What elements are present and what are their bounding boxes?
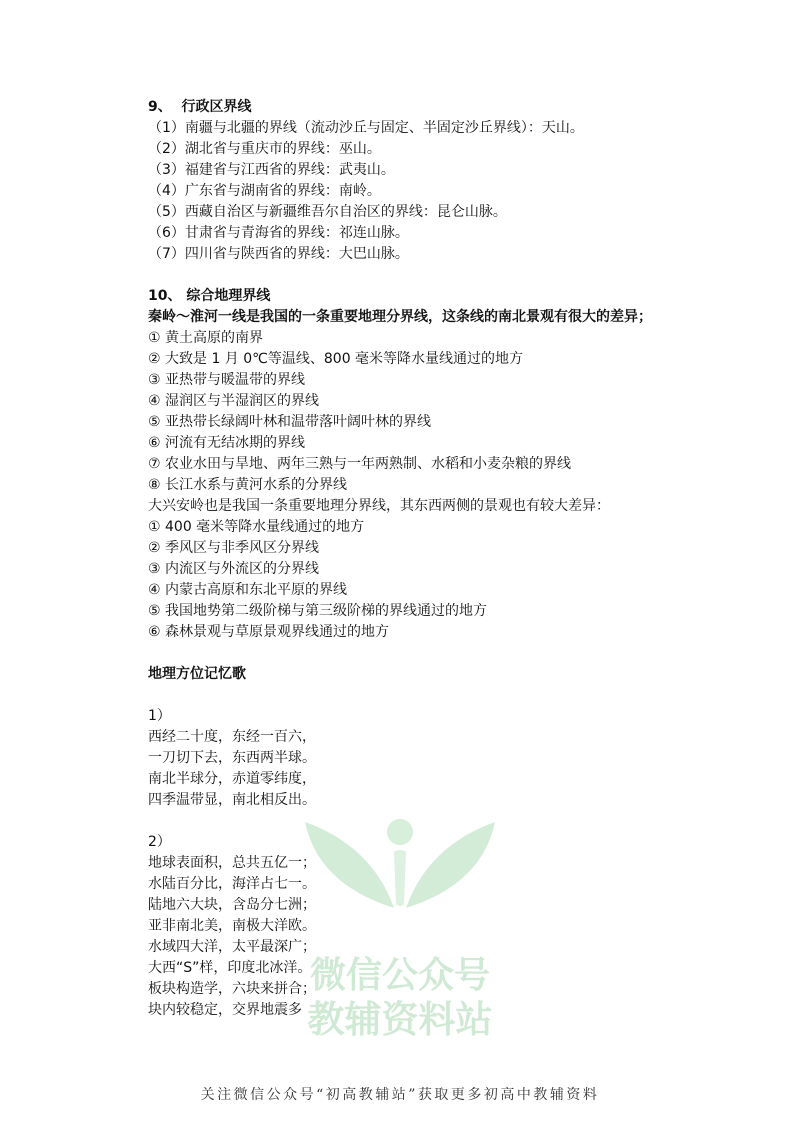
spacer (148, 265, 778, 286)
section9-title: 9、 行政区界线 (148, 99, 252, 115)
daxinganling-item: ⑥ 森林景观与草原景观界线通过的地方 (148, 624, 389, 640)
spacer (148, 685, 778, 706)
watermark-line2: 教辅资料站 (307, 998, 493, 1041)
daxinganling-item: ② 季风区与非季风区分界线 (148, 540, 320, 556)
song-title: 地理方位记忆歌 (148, 666, 246, 682)
document-body (148, 97, 778, 1021)
daxinganling-intro: 大兴安岭也是我国一条重要地理分界线，其东西两侧的景观也有较大差异： (148, 498, 610, 514)
section9-item: （1）南疆与北疆的界线（流动沙丘与固定、半固定沙丘界线）：天山。 (148, 120, 584, 136)
song-line: 水域四大洋，太平最深广； (148, 939, 316, 955)
section9-item: （5）西藏自治区与新疆维吾尔自治区的界线：昆仑山脉。 (148, 204, 507, 220)
song-line: 亚非南北美，南极大洋欧。 (148, 918, 316, 934)
daxinganling-item: ① 400 毫米等降水量线通过的地方 (148, 519, 365, 535)
song-line: 块内较稳定，交界地震多 (148, 1002, 302, 1018)
song-line: 南北半球分，赤道零纬度， (148, 771, 316, 787)
section9-item: （3）福建省与江西省的界线：武夷山。 (148, 162, 395, 178)
song-part2-label: 2） (148, 834, 171, 850)
song-line: 板块构造学，六块来拼合； (148, 981, 316, 997)
song-line: 地球表面积，总共五亿一； (148, 855, 316, 871)
section10-title: 10、 综合地理界线 (148, 288, 271, 304)
qinling-item: ② 大致是 1 月 0℃等温线、800 毫米等降水量线通过的地方 (148, 351, 524, 367)
song-part1-label: 1） (148, 708, 171, 724)
song-line: 一刀切下去，东西两半球。 (148, 750, 316, 766)
spacer (148, 811, 778, 832)
song-line: 西经二十度，东经一百六， (148, 729, 316, 745)
qinling-intro: 秦岭～淮河一线是我国的一条重要地理分界线，这条线的南北景观有很大的差异； (148, 309, 652, 325)
daxinganling-item: ③ 内流区与外流区的分界线 (148, 561, 320, 577)
page-footer: 关注微信公众号“初高教辅站”获取更多初高中教辅资料 (200, 1087, 600, 1103)
section9-item: （4）广东省与湖南省的界线：南岭。 (148, 183, 381, 199)
song-line: 水陆百分比，海洋占七一。 (148, 876, 316, 892)
qinling-item: ⑥ 河流有无结冰期的界线 (148, 435, 306, 451)
song-line: 四季温带显，南北相反出。 (148, 792, 316, 808)
qinling-item: ④ 湿润区与半湿润区的界线 (148, 393, 320, 409)
section9-item: （7）四川省与陕西省的界线：大巴山脉。 (148, 246, 409, 262)
daxinganling-item: ④ 内蒙古高原和东北平原的界线 (148, 582, 348, 598)
spacer (148, 643, 778, 664)
watermark-line1: 微信公众号 (309, 955, 490, 996)
qinling-item: ⑧ 长江水系与黄河水系的分界线 (148, 477, 348, 493)
qinling-item: ⑤ 亚热带长绿阔叶林和温带落叶阔叶林的界线 (148, 414, 431, 430)
song-line: 大西“S”样，印度北冰洋。 (148, 960, 312, 976)
section9-item: （6）甘肃省与青海省的界线：祁连山脉。 (148, 225, 409, 241)
section9-item: （2）湖北省与重庆市的界线：巫山。 (148, 141, 381, 157)
qinling-item: ① 黄土高原的南界 (148, 330, 264, 346)
qinling-item: ⑦ 农业水田与旱地、两年三熟与一年两熟制、水稻和小麦杂粮的界线 (148, 456, 571, 472)
daxinganling-item: ⑤ 我国地势第二级阶梯与第三级阶梯的界线通过的地方 (148, 603, 487, 619)
song-line: 陆地六大块，含岛分七洲； (148, 897, 316, 913)
qinling-item: ③ 亚热带与暖温带的界线 (148, 372, 306, 388)
